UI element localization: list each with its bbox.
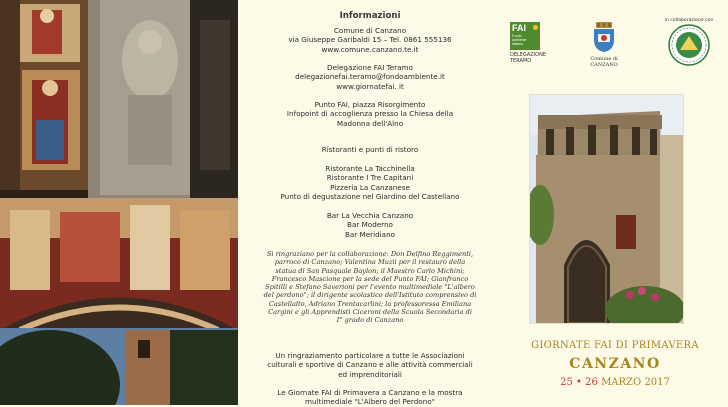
cover-panel: [502, 0, 728, 405]
list-item: Bar Meridiano: [344, 229, 396, 239]
list-item: Bar La Vecchia Canzano: [326, 211, 414, 220]
thanks-line: Si ringraziano per la collaborazione: Don Delfino Reggimenti,: [266, 250, 474, 258]
collaboration-seal: [654, 18, 724, 70]
comune-caption: [584, 56, 624, 68]
thanks-line: parroco di Canzano; Valentina Muzii per il restauro della: [274, 258, 466, 267]
infopoint-line: Infopoint di accoglienza presso la Chiesa della: [286, 109, 454, 119]
special-thanks: [238, 351, 502, 379]
thanks-line: statua di San Pasquale Baylon; il Maestro Carlo Michini;: [275, 266, 465, 275]
ristoranti-list: [238, 164, 502, 202]
info-heading: Informazioni: [339, 11, 401, 21]
special-thanks-line: Un ringraziamento particolare a tutte le Associazioni: [275, 351, 465, 360]
thanks-line: Cargini e gli Apprendisti Ciceroni della Scuola Secondaria di: [268, 308, 472, 317]
fai-sub-line: Italiano: [512, 42, 523, 46]
comune-caption-line: Comune di: [590, 56, 618, 62]
comune-website[interactable]: www.comune.canzano.te.it: [321, 44, 419, 54]
comune-caption-line: CANZANO: [590, 62, 618, 68]
fai-email[interactable]: delegazionefai.teramo@fondoambiente.it: [295, 72, 445, 82]
list-item: Bar Moderno: [347, 220, 393, 230]
fai-sub-line: Ambiente: [512, 38, 527, 42]
thanks-line: I° grado di Canzano: [336, 316, 404, 325]
list-item: Ristorante La Tacchinella: [325, 164, 415, 173]
infopoint-place: Madonna dell'Alno: [336, 118, 404, 128]
fai-logo: [510, 22, 544, 64]
fai-logo-sub: [512, 34, 526, 46]
crest-icon: [592, 22, 616, 52]
fai-caption-line: TERAMO: [510, 58, 532, 64]
thanks-line: del perdono"; il dirigente scolastico dell'Istituto comprensivo di: [263, 291, 477, 300]
comune-crest: [584, 22, 624, 68]
collab-caption: in collaborazione con: [664, 18, 714, 23]
special-thanks-line: culturali e sportive di Canzano e alle attività commerciali: [267, 360, 473, 370]
list-item: Punto di degustazione nel Giardino del Castellano: [280, 192, 460, 202]
comune-contact: [238, 26, 502, 54]
thanks-line: Francesco Mascione per la sede del Punto FAI; Gianfranco: [271, 274, 469, 283]
fai-caption: [510, 52, 544, 64]
info-panel: [238, 0, 502, 405]
punto-fai-line: Punto FAI, piazza Risorgimento: [314, 100, 426, 109]
cover-date-month: MARZO 2017: [601, 377, 670, 388]
closing-note: [238, 388, 502, 407]
fai-contact: [238, 63, 502, 91]
special-thanks-line: ed imprenditoriali: [338, 369, 402, 379]
cover-town: CANZANO: [569, 356, 661, 372]
fai-delegation: Delegazione FAI Teramo: [327, 63, 413, 72]
fai-logo-mark: [510, 22, 540, 50]
photo-collage: [0, 0, 238, 405]
thanks-line: Castellalto, Adriano Trentacarlini; la professoressa Emiliana: [268, 299, 472, 308]
fai-dot-icon: [533, 25, 538, 30]
fai-logo-text: FAI: [512, 23, 527, 33]
collage-illustration: [0, 0, 238, 405]
school-seal-icon: [668, 24, 710, 66]
thanks-paragraph: [238, 250, 502, 325]
thanks-line: Spitilli e Stefano Saverioni per l'evento multimediale "L'albero: [265, 283, 475, 292]
cover-date: [502, 377, 728, 388]
fai-website[interactable]: www.giornatefai. it: [336, 81, 404, 91]
castle-photo: [529, 94, 684, 324]
punto-fai: [238, 100, 502, 128]
cover-date-days: 25 • 26: [560, 377, 598, 388]
fai-caption-line: DELEGAZIONE: [510, 52, 546, 58]
comune-address: via Giuseppe Garibaldi 15 – Tel. 0861 555136: [288, 35, 452, 45]
fai-sub-line: Fondo: [512, 34, 522, 38]
bar-list: [238, 211, 502, 239]
closing-line: Le Giornate FAI di Primavera a Canzano e la mostra: [277, 388, 463, 397]
list-item: Ristorante I Tre Capitani: [326, 173, 414, 183]
castle-illustration: [530, 95, 683, 323]
list-item: Pizzeria La Canzanese: [330, 182, 410, 192]
ristoro-heading: Ristoranti e punti di ristoro: [321, 145, 419, 154]
cover-title: GIORNATE FAI DI PRIMAVERA: [531, 340, 699, 351]
closing-line: multimediale "L'Albero del Perdono": [305, 397, 435, 407]
comune-name: Comune di Canzano: [333, 26, 407, 35]
